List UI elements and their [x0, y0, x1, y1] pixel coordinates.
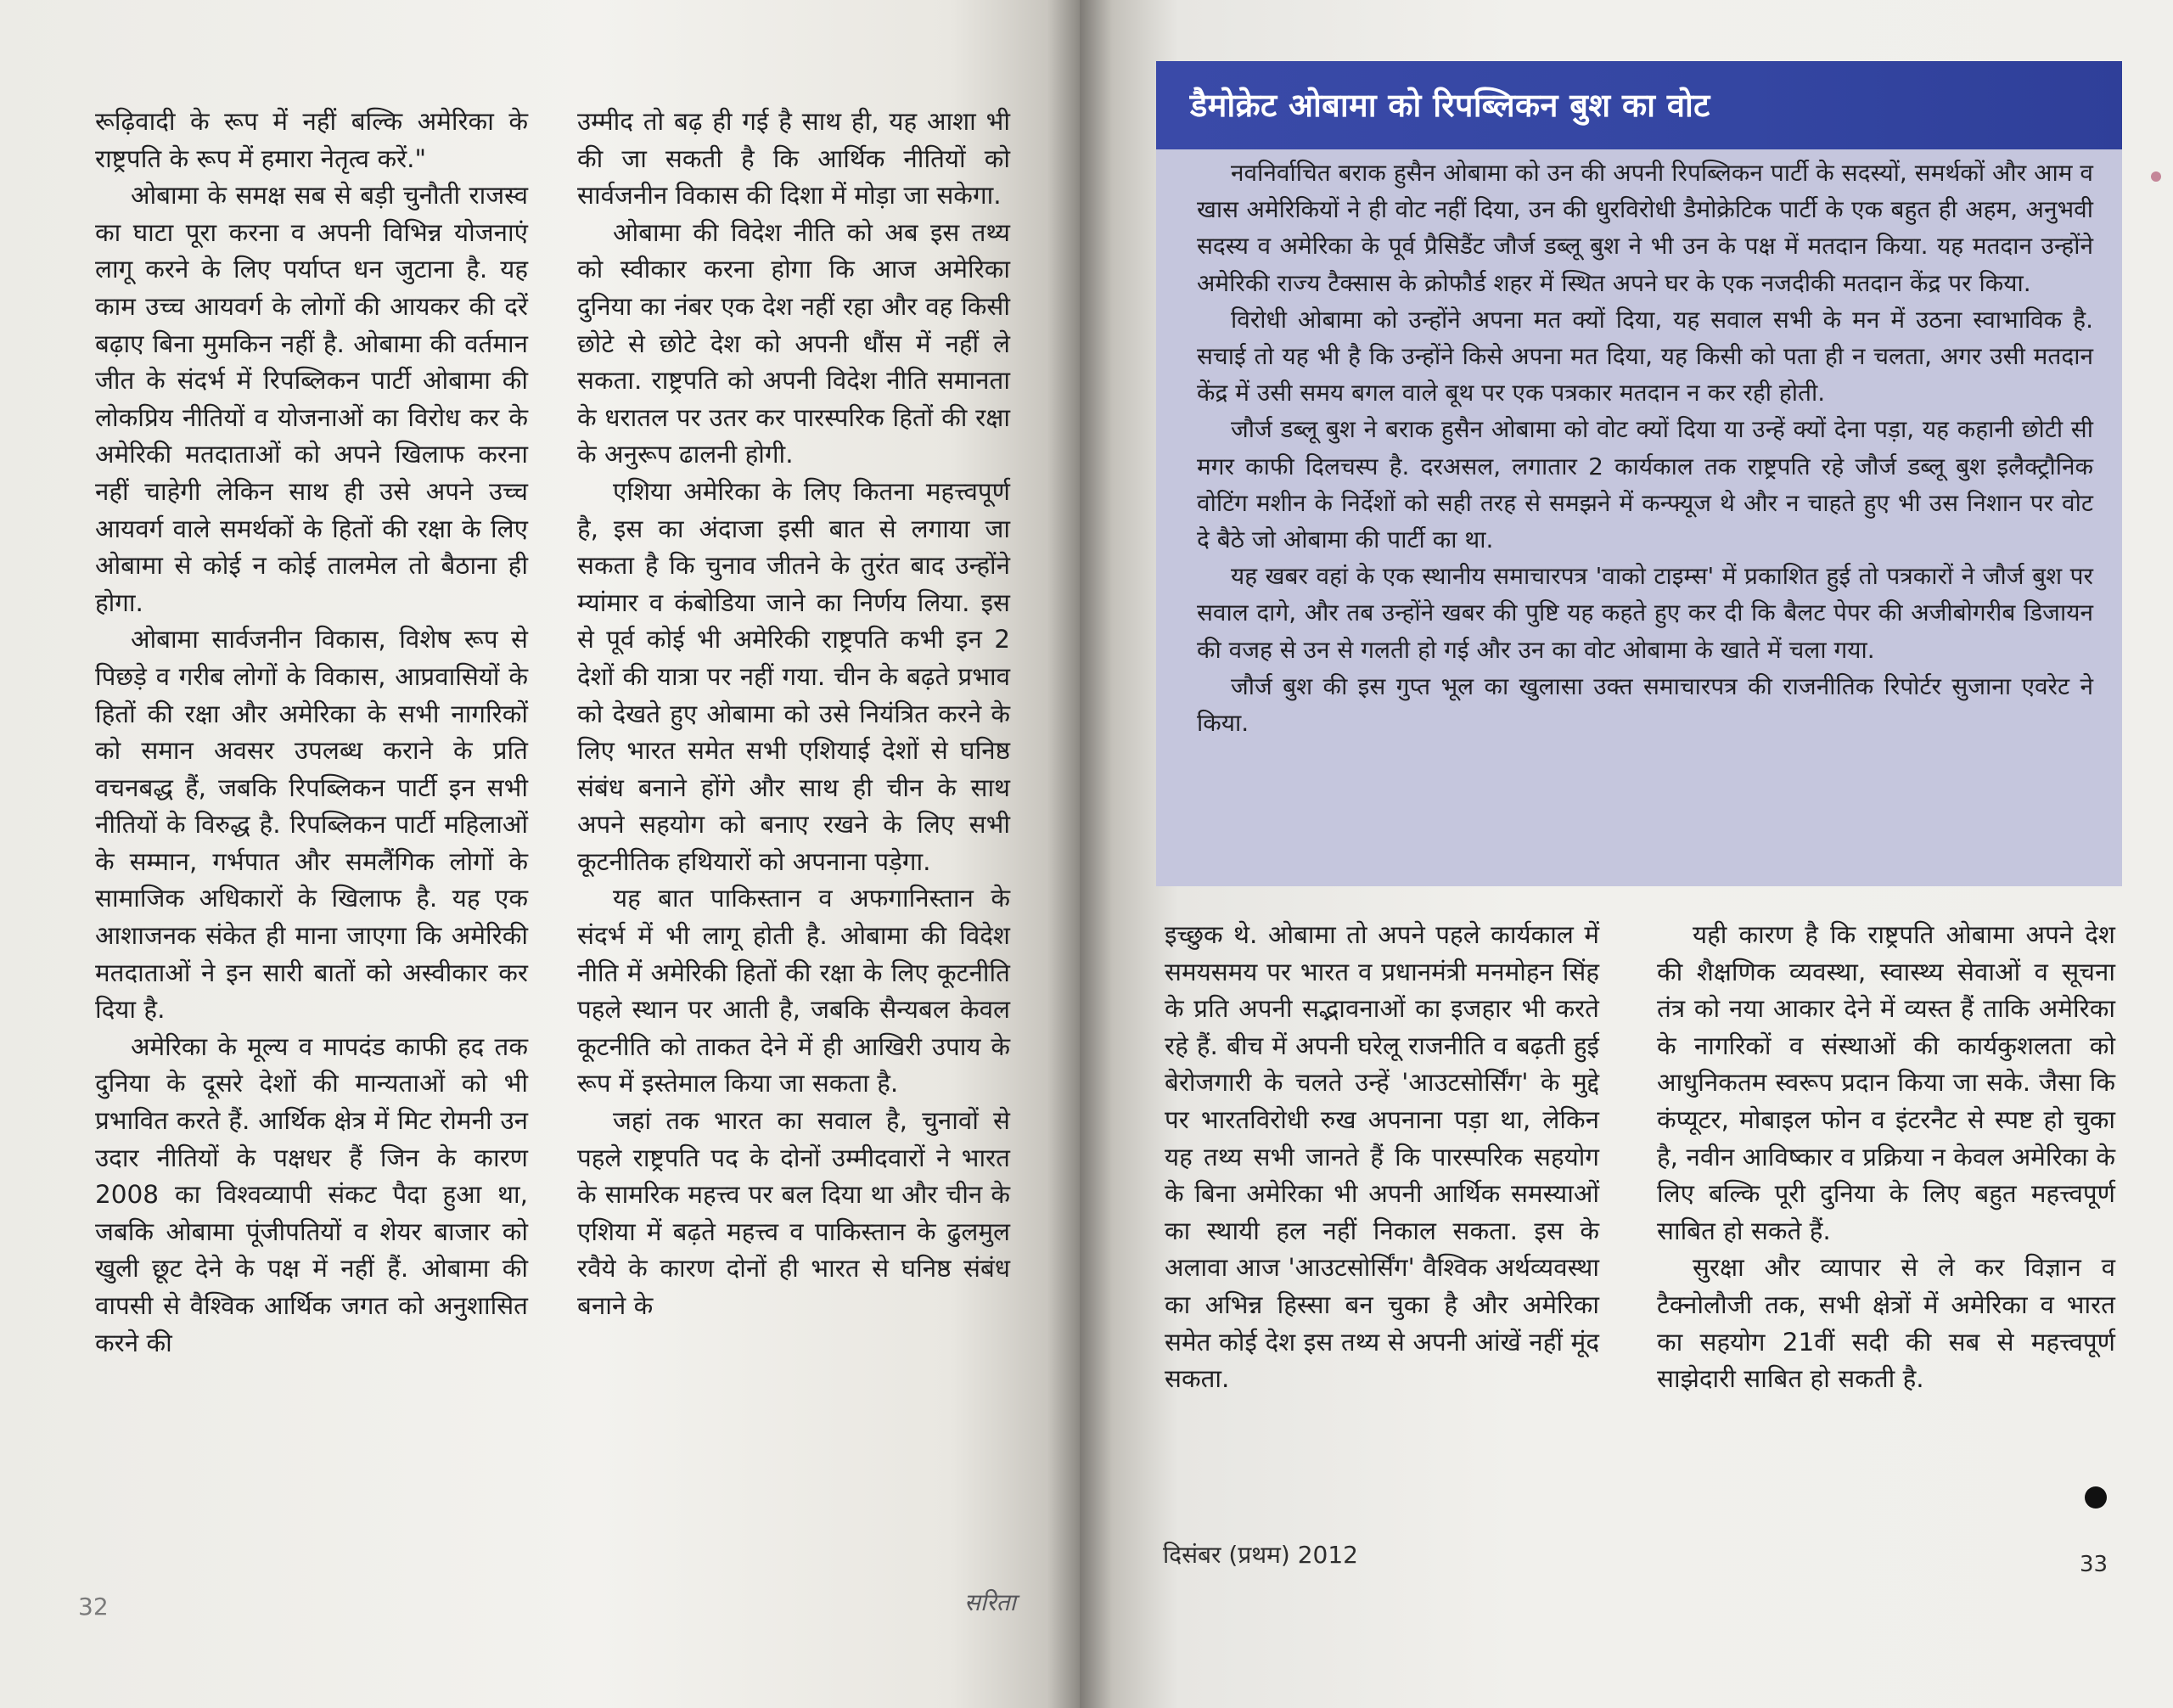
page-number-left: 32	[78, 1593, 109, 1621]
issue-date: दिसंबर (प्रथम) 2012	[1163, 1541, 1358, 1569]
paragraph: ओबामा सार्वजनीन विकास, विशेष रूप से पिछड़े व गरीब लोगों के विकास, आप्रवासियों के हितों की रक्षा और अमेरिका के सभी नागरिकों को समान अवसर उपलब्ध कराने के प्रति वचनबद्ध हैं, जबकि रिपब्लिकन पार्टी इन सभी नीतियों के विरुद्ध है. रिपब्लिकन पार्टी महिलाओं के सम्मान, गर्भपात और समलैंगिक लोगों के सामाजिक अधिकारों के खिलाफ है. यह एक आशाजनक संकेत ही माना जाएगा कि अमेरिकी मतदाताओं ने इन सारी बातों को अस्वीकार कर दिया है.	[95, 625, 528, 1025]
paragraph: जहां तक भारत का सवाल है, चुनावों से पहले राष्ट्रपति पद के दोनों उम्मीदवारों ने भारत के सामरिक महत्त्व पर बल दिया था और चीन के एशिया में बढ़ते महत्त्व व पाकिस्तान के ढुलमुल रवैये के कारण दोनों ही भारत से घनिष्ठ संबंध बनाने के	[577, 1106, 1010, 1320]
ink-fleck	[2151, 171, 2161, 182]
paragraph: सुरक्षा और व्यापार से ले कर विज्ञान व टैक्नोलौजी तक, सभी क्षेत्रों में अमेरिका व भारत का सहयोग 21वीं सदी की सब से महत्त्वपूर्ण साझेदारी साबित हो सकती है.	[1657, 1253, 2115, 1394]
paragraph: यही कारण है कि राष्ट्रपति ओबामा अपने देश की शैक्षणिक व्यवस्था, स्वास्थ्य सेवाओं व सूचना तंत्र को नया आकार देने में व्यस्त हैं ताकि अमेरिका के नागरिकों व संस्थाओं की कार्यकुशलता को आधुनिकतम स्वरूप प्रदान किया जा सके. जैसा कि कंप्यूटर, मोबाइल फोन व इंटरनैट से स्पष्ट हो चुका है, नवीन आविष्कार व प्रक्रिया न केवल अमेरिका के लिए बल्कि पूरी दुनिया के लिए बहुत महत्त्वपूर्ण साबित हो सकते हैं.	[1657, 920, 2115, 1245]
sidebar-title: डैमोक्रेट ओबामा को रिपब्लिकन बुश का वोट	[1190, 87, 1710, 124]
paragraph: जौर्ज बुश की इस गुप्त भूल का खुलासा उक्त समाचारपत्र की राजनीतिक रिपोर्टर सुजाना एवरेट ने किया.	[1197, 671, 2093, 738]
paragraph: रूढ़िवादी के रूप में नहीं बल्कि अमेरिका के राष्ट्रपति के रूप में हमारा नेतृत्व करें."	[95, 107, 528, 173]
paragraph: यह खबर वहां के एक स्थानीय समाचारपत्र 'वाको टाइम्स' में प्रकाशित हुई तो पत्रकारों ने जौर्ज बुश पर सवाल दागे, और तब उन्होंने खबर की पुष्टि यह कहते हुए कर दी कि बैलट पेपर की अजीबोगरीब डिजायन की वजह से उन से गलती हो गई और उन का वोट ओबामा के खाते में चला गया.	[1197, 562, 2093, 664]
paragraph: ओबामा के समक्ष सब से बड़ी चुनौती राजस्व का घाटा पूरा करना व अपनी विभिन्न योजनाएं लागू करने के लिए पर्याप्त धन जुटाना है. यह काम उच्च आयवर्ग के लोगों की आयकर की दरें बढ़ाए बिना मुमकिन नहीं है. ओबामा की वर्तमान जीत के संदर्भ में रिपब्लिकन पार्टी ओबामा की लोकप्रिय नीतियों व योजनाओं का विरोध कर के अमेरिकी मतदाताओं को अपने खिलाफ करना नहीं चाहेगी लेकिन साथ ही उसे अपने उच्च आयवर्ग वाले समर्थकों के हितों की रक्षा के लिए ओबामा से कोई न कोई तालमेल तो बैठाना ही होगा.	[95, 181, 528, 617]
right-column-1	[1165, 917, 1599, 1398]
sidebar-box	[1156, 61, 2122, 886]
sidebar-header	[1156, 61, 2122, 149]
left-column-2	[577, 104, 1010, 1325]
right-column-2	[1657, 917, 2115, 1398]
left-page	[0, 0, 1080, 1708]
magazine-name: सरिता	[964, 1588, 1016, 1616]
paragraph: एशिया अमेरिका के लिए कितना महत्त्वपूर्ण है, इस का अंदाजा इसी बात से लगाया जा सकता है कि चुनाव जीतने के तुरंत बाद उन्होंने म्यांमार व कंबोडिया जाने का निर्णय लिया. इस से पूर्व कोई भी अमेरिकी राष्ट्रपति कभी इन 2 देशों की यात्रा पर नहीं गया. चीन के बढ़ते प्रभाव को देखते हुए ओबामा को उसे नियंत्रित करने के लिए भारत समेत सभी एशियाई देशों से घनिष्ठ संबंध बनाने होंगे और साथ ही चीन के साथ अपने सहयोग को बनाए रखने के लिए सभी कूटनीतिक हथियारों को अपनाना पड़ेगा.	[577, 476, 1010, 876]
paragraph: अमेरिका के मूल्य व मापदंड काफी हद तक दुनिया के दूसरे देशों की मान्यताओं को भी प्रभावित करते हैं. आर्थिक क्षेत्र में मिट रोमनी उन उदार नीतियों के पक्षधर हैं जिन के कारण 2008 का विश्वव्यापी संकट पैदा हुआ था, जबकि ओबामा पूंजीपतियों व शेयर बाजार को खुली छूट देने के पक्ष में नहीं हैं. ओबामा की वापसी से वैश्विक आर्थिक जगत को अनुशासित करने की	[95, 1031, 528, 1357]
page-number-right: 33	[2080, 1552, 2108, 1577]
end-of-article-dot-icon	[2085, 1486, 2107, 1509]
paragraph: यह बात पाकिस्तान व अफगानिस्तान के संदर्भ में भी लागू होती है. ओबामा की विदेश नीति में अमेरिकी हितों की रक्षा के लिए कूटनीति पहले स्थान पर आती है, जबकि सैन्यबल केवल कूटनीति को ताकत देने में ही आखिरी उपाय के रूप में इस्तेमाल किया जा सकता है.	[577, 884, 1010, 1098]
paragraph: ओबामा की विदेश नीति को अब इस तथ्य को स्वीकार करना होगा कि आज अमेरिका दुनिया का नंबर एक देश नहीं रहा और वह किसी छोटे से छोटे देश को अपनी धौंस में नहीं ले सकता. राष्ट्रपति को अपनी विदेश नीति समानता के धरातल पर उतर कर पारस्परिक हितों की रक्षा के अनुरूप ढालनी होगी.	[577, 217, 1010, 469]
left-column-1	[95, 104, 528, 1362]
sidebar-body	[1197, 155, 2093, 741]
paragraph: नवनिर्वाचित बराक हुसैन ओबामा को उन की अपनी रिपब्लिकन पार्टी के सदस्यों, समर्थकों और आम व खास अमेरिकियों ने ही वोट नहीं दिया, उन की धुरविरोधी डैमोक्रेटिक पार्टी के एक बहुत ही अहम, अनुभवी सदस्य व अमेरिका के पूर्व प्रैसिडैंट जौर्ज डब्लू बुश ने भी उन के पक्ष में मतदान किया. यह मतदान उन्होंने अमेरिकी राज्य टैक्सास के क्रोफौर्ड शहर में स्थित अपने घर के एक नजदीकी मतदान केंद्र पर किया.	[1197, 159, 2093, 297]
right-page	[1080, 0, 2173, 1708]
paragraph: उम्मीद तो बढ़ ही गई है साथ ही, यह आशा भी की जा सकती है कि आर्थिक नीतियों को सार्वजनीन विकास की दिशा में मोड़ा जा सकेगा.	[577, 107, 1010, 211]
paragraph: विरोधी ओबामा को उन्होंने अपना मत क्यों दिया, यह सवाल सभी के मन में उठना स्वाभाविक है. सचाई तो यह भी है कि उन्होंने किसे अपना मत दिया, यह किसी को पता ही न चलता, अगर उसी मतदान केंद्र में उसी समय बगल वाले बूथ पर एक पत्रकार मतदान न कर रही होती.	[1197, 305, 2093, 407]
paragraph: जौर्ज डब्लू बुश ने बराक हुसैन ओबामा को वोट क्यों दिया या उन्हें क्यों देना पड़ा, यह कहानी छोटी सी मगर काफी दिलचस्प है. दरअसल, लगातार 2 कार्यकाल तक राष्ट्रपति रहे जौर्ज डब्लू बुश इलैक्ट्रौनिक वोटिंग मशीन के निर्देशों को सही तरह से समझने में कन्फ्यूज थे और न चाहते हुए भी उस निशान पर वोट दे बैठे जो ओबामा की पार्टी का था.	[1197, 415, 2093, 554]
paragraph: इच्छुक थे. ओबामा तो अपने पहले कार्यकाल में समयसमय पर भारत व प्रधानमंत्री मनमोहन सिंह के प्रति अपनी सद्भावनाओं का इजहार भी करते रहे हैं. बीच में अपनी घरेलू राजनीति व बढ़ती हुई बेरोजगारी के चलते उन्हें 'आउटसोर्सिंग' के मुद्दे पर भारतविरोधी रुख अपनाना पड़ा था, लेकिन यह तथ्य सभी जानते हैं कि पारस्परिक सहयोग के बिना अमेरिका भी अपनी आर्थिक समस्याओं का स्थायी हल नहीं निकाल सकता. इस के अलावा आज 'आउटसोर्सिंग' वैश्विक अर्थव्यवस्था का अभिन्न हिस्सा बन चुका है और अमेरिका समेत कोई देश इस तथ्य से अपनी आंखें नहीं मूंद सकता.	[1165, 920, 1599, 1394]
